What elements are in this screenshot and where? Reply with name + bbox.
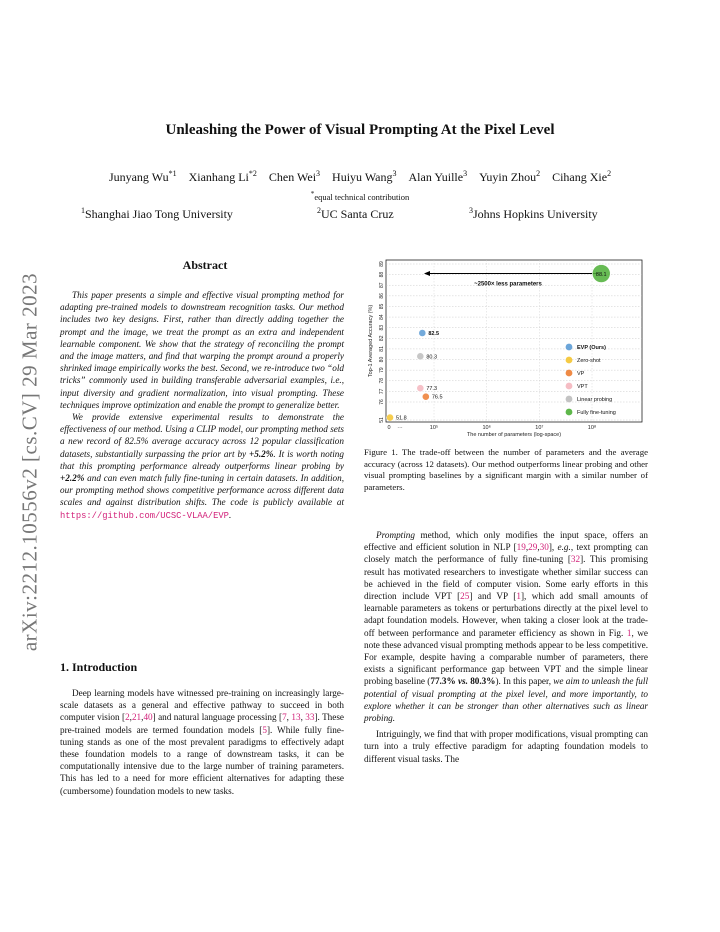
x-tick-label: 10⁸ <box>587 425 597 431</box>
citation-link[interactable]: 7 <box>282 712 287 723</box>
paper-title: Unleashing the Power of Visual Prompting At the Pixel Level <box>165 122 555 138</box>
y-tick-label: 80 <box>379 356 385 363</box>
scatter-chart <box>366 255 656 445</box>
equal-contribution-note: *equal technical contribution <box>310 190 410 202</box>
author-name: Alan Yuille$^3$ <box>408 169 468 184</box>
intro-paragraph-1: Deep learning models have witnessed pre-training on increasingly large-scale datasets as a general and effective pathway to succeed in both computer vision [2,21,40] and natural language processing [7, 13, 33]. These pre-trained models are termed foundation models [5]. While fully fine-tuning stands as one of the most prevalent paradigms to effectively adapt these foundation models to a range of downstream tasks, it can be computationally intensive due to the large number of training parameters. This has led to a need for more efficient alternatives for adapting these (cumbersome) foundation models to new tasks. <box>60 688 345 796</box>
data-point <box>417 353 424 360</box>
legend-marker <box>566 396 573 403</box>
affiliation-3: $^3$Johns Hopkins University <box>469 206 598 221</box>
x-axis-label: The number of parameters (log-space) <box>466 432 562 438</box>
legend-marker <box>566 409 573 416</box>
y-tick-label: 51 <box>379 417 385 423</box>
x-tick-label: 10⁶ <box>482 425 491 431</box>
data-label: 76.5 <box>431 394 443 401</box>
x-tick-label: 10⁵ <box>429 425 439 431</box>
x-tick-label: 10⁷ <box>535 425 544 431</box>
y-tick-label: 79 <box>379 367 385 373</box>
y-tick-label: 77 <box>379 388 385 395</box>
y-tick-label: 76 <box>379 399 385 405</box>
y-tick-label: 87 <box>379 282 385 289</box>
data-label: 80.3 <box>426 354 438 361</box>
legend-entry: VP <box>577 371 585 377</box>
legend-entry: VPT <box>577 384 588 390</box>
citation-link[interactable]: 33 <box>305 712 315 723</box>
y-tick-label: 78 <box>379 377 385 384</box>
data-label: 77.3 <box>426 386 438 393</box>
legend-entry: Linear probing <box>577 397 613 403</box>
legend-marker <box>566 357 573 364</box>
legend-entry: EVP (Ours) <box>577 345 606 351</box>
y-tick-label: 83 <box>379 324 385 331</box>
citation-link[interactable]: 29 <box>528 542 538 553</box>
introduction-body <box>60 687 344 797</box>
x-tick-label: 0 <box>387 425 391 431</box>
abstract-heading: Abstract <box>182 258 228 272</box>
legend-entry: Zero-shot <box>577 358 601 364</box>
author-name: Chen Wei$^3$ <box>268 169 321 184</box>
citation-link[interactable]: 2 <box>125 712 130 723</box>
y-tick-label: 85 <box>379 303 385 310</box>
citation-link[interactable]: 40 <box>143 712 153 723</box>
data-point <box>422 393 429 400</box>
y-tick-label: 82 <box>379 335 385 342</box>
author-name: Cihang Xie$^2$ <box>552 169 612 184</box>
citation-link[interactable]: 1 <box>516 591 521 602</box>
figure-1-chart <box>366 255 656 445</box>
y-tick-label: 81 <box>379 346 385 352</box>
citation-link[interactable]: 21 <box>131 712 142 723</box>
code-link[interactable]: https://github.com/UCSC-VLAA/EVP <box>60 510 229 521</box>
citation-link[interactable]: 30 <box>539 542 549 553</box>
citation-link[interactable]: 32 <box>570 554 581 565</box>
section-heading-introduction: 1. Introduction <box>60 660 138 674</box>
arxiv-id: arXiv:2212.10556v2 [cs.CV] 29 Mar 2023 <box>17 272 42 652</box>
legend-marker <box>566 344 573 351</box>
author-name: Huiyu Wang$^3$ <box>332 169 397 184</box>
right-paragraph-1: Prompting method, which only modifies the input space, offers an effective and efficient solution in NLP [19,29,30], e.g., text prompting can closely match the performance of fully fine-tuning [32]. This promising result has motivated researchers to investigate whether similar success can be achieved in the field of computer vision. Some early efforts in this direction include VPT [25] and VP [1], which add small amounts of learnable parameters as tokens or perturbations directly at the pixel level to adapt foundation models. However, when taking a closer look at the trade-off between performance and parameter efficiency as shown in Fig. 1, we note these advanced visual prompting methods appear to be less competitive. For example, despite having a comparable number of parameters, there exists a significant performance gap between VPT and the simple linear probing baseline (77.3% vs. 80.3%). In this paper, we aim to unleash the full potential of visual prompting at the pixel level, and more importantly, to explore whether it can be stronger than other alternatives such as linear probing. <box>364 530 649 724</box>
data-point <box>417 385 424 392</box>
y-tick-label: 86 <box>379 293 385 299</box>
annotation-label: ~2500× less parameters <box>474 281 542 288</box>
y-tick-label: 89 <box>379 261 385 267</box>
legend-marker <box>566 370 573 377</box>
y-tick-label: 84 <box>379 314 385 320</box>
data-point <box>419 329 426 336</box>
affiliation-2: $^2$UC Santa Cruz <box>317 206 394 221</box>
author-name: Junyang Wu$^{*1}$ <box>108 169 177 184</box>
citation-link[interactable]: 5 <box>262 724 267 735</box>
author-name: Xianhang Li$^{*2}$ <box>188 169 257 184</box>
figure-1-caption: Figure 1. The trade-off between the number of parameters and the average accuracy (across 12 datasets). Our method outperforms linear probing and other visual prompting baselines by a significant margin with a similar number of parameters. <box>364 447 648 492</box>
author-name: Yuyin Zhou$^2$ <box>479 169 541 184</box>
arrow-head <box>424 271 430 276</box>
abstract-paragraph-2: We provide extensive experimental results to demonstrate the effectiveness of our method. Using a CLIP model, our prompting method sets a new record of 82.5% average accuracy across 12 popular classification datasets, substantially surpassing the prior art by +5.2%. It is worth noting that this prompting performance already outperforms linear probing by +2.2% and can even match fully fine-tuning in certain datasets. In addition, our prompting method shows competitive performance across different data scales and against distribution shifts. The code is publicly available at https://github.com/UCSC-VLAA/EVP. <box>60 412 344 521</box>
affiliation-1: $^1$Shanghai Jiao Tong University <box>81 206 233 221</box>
y-tick-label: 88 <box>379 271 385 278</box>
data-point <box>386 414 393 421</box>
citation-link[interactable]: 13 <box>291 712 301 723</box>
citation-link[interactable]: 19 <box>516 542 526 553</box>
y-axis-label: Top-1 Averaged Accuracy (%) <box>368 304 374 378</box>
x-tick-label: ··· <box>397 425 403 431</box>
right-column-body <box>364 529 648 765</box>
right-paragraph-2: Intriguingly, we find that with proper modifications, visual prompting can turn into a truly effective paradigm for adapting foundation models to different visual tasks. The <box>364 729 648 764</box>
legend-marker <box>566 383 573 390</box>
abstract-body <box>60 289 344 522</box>
citation-link[interactable]: 1 <box>626 627 632 638</box>
arxiv-stamp <box>17 252 42 672</box>
author-list <box>0 169 720 185</box>
legend-entry: Fully fine-tuning <box>577 410 616 416</box>
data-label: 82.5 <box>428 331 440 337</box>
citation-link[interactable]: 25 <box>460 591 470 602</box>
data-label: 51.8 <box>396 415 407 422</box>
abstract-paragraph-1: This paper presents a simple and effective visual prompting method for adapting pre-trained models to downstream recognition tasks. Our method includes two key designs. First, rather than directly adding together the prompt and the image, we treat the prompt as an extra and independent learnable component. We show that the strategy of reconciling the prompt and the image matters, and find that warping the prompt around a properly shrinked image empirically works the best. Second, we re-introduce two “old tricks” commonly used in building transferable adversarial examples, i.e., input diversity and gradient normalization, into visual prompting. These techniques improve optimization and enable the prompt to generalize better. <box>60 290 344 410</box>
data-label: 88.1 <box>595 272 607 279</box>
